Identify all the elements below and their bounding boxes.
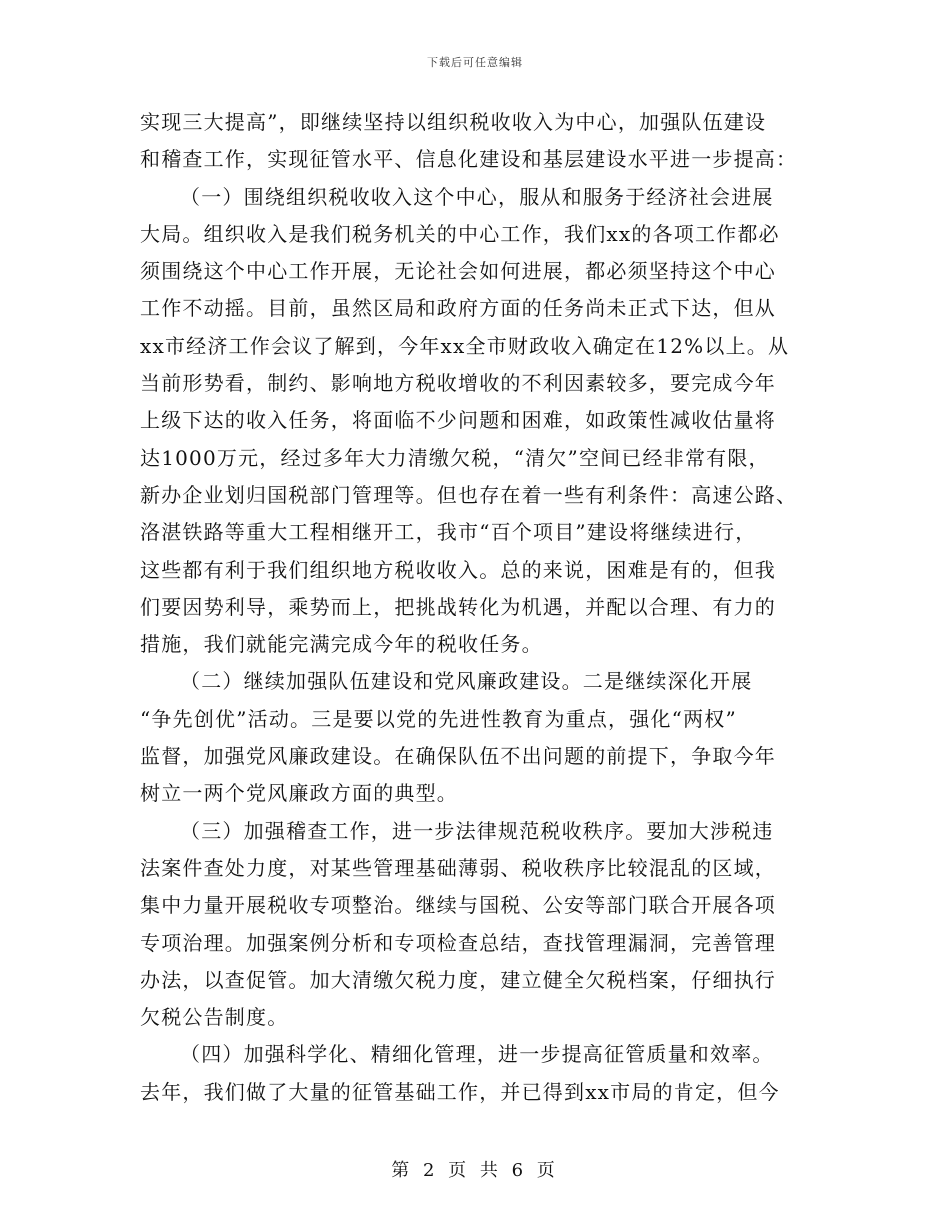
text-line: 集中力量开展税收专项整治。继续与国税、公安等部门联合开展各项 xyxy=(140,893,776,918)
text-line: 专项治理。加强案例分析和专项检查总结，查找管理漏洞，完善管理 xyxy=(140,930,776,955)
text-line: 达1000万元，经过多年大力清缴欠税，“清欠”空间已经非常有限， xyxy=(140,445,770,470)
page-footer: 第 2 页 共 6 页 xyxy=(391,1160,559,1181)
document-body xyxy=(140,104,820,1111)
text-line: 措施，我们就能完满完成今年的税收任务。 xyxy=(140,632,543,657)
paragraph-first-line: （三）加强稽查工作，进一步法律规范税收秩序。要加大涉税违 xyxy=(180,818,774,843)
text-line: 当前形势看，制约、影响地方税收增收的不利因素较多，要完成今年 xyxy=(140,371,776,396)
paragraph-first-line: （一）围绕组织税收收入这个中心，服从和服务于经济社会进展 xyxy=(180,184,774,209)
text-line: 监督，加强党风廉政建设。在确保队伍不出问题的前提下，争取今年 xyxy=(140,744,776,769)
text-line: “争先创优”活动。三是要以党的先进性教育为重点，强化“两权” xyxy=(140,706,737,731)
paragraph-first-line: （四）加强科学化、精细化管理，进一步提高征管质量和效率。 xyxy=(180,1042,774,1067)
text-line: 们要因势利导，乘势而上，把挑战转化为机遇，并配以合理、有力的 xyxy=(140,594,776,619)
text-line: 和稽查工作，实现征管水平、信息化建设和基层建设水平进一步提高： xyxy=(140,147,798,172)
text-line: xx市经济工作会议了解到，今年xx全市财政收入确定在12%以上。从 xyxy=(140,333,790,358)
text-line: 树立一两个党风廉政方面的典型。 xyxy=(140,781,458,806)
text-line: 上级下达的收入任务，将面临不少问题和困难，如政策性减收估量将 xyxy=(140,408,776,433)
text-line: 这些都有利于我们组织地方税收收入。总的来说，困难是有的，但我 xyxy=(140,557,776,582)
text-line: 法案件查处力度，对某些管理基础薄弱、税收秩序比较混乱的区域， xyxy=(140,855,776,880)
text-line: 去年，我们做了大量的征管基础工作，并已得到xx市局的肯定，但今 xyxy=(140,1079,780,1104)
page-header: 下载后可任意编辑 xyxy=(427,56,523,69)
text-line: 办法，以查促管。加大清缴欠税力度，建立健全欠税档案，仔细执行 xyxy=(140,967,776,992)
text-line: 大局。组织收入是我们税务机关的中心工作，我们xx的各项工作都必 xyxy=(140,221,780,246)
text-line: 实现三大提高”，即继续坚持以组织税收收入为中心，加强队伍建设 xyxy=(140,110,767,134)
text-line: 欠税公告制度。 xyxy=(140,1005,289,1030)
text-line: 洛湛铁路等重大工程相继开工，我市“百个项目”建设将继续进行， xyxy=(140,520,757,545)
text-line: 须围绕这个中心工作开展，无论社会如何进展，都必须坚持这个中心 xyxy=(140,259,776,284)
paragraph-first-line: （二）继续加强队伍建设和党风廉政建设。二是继续深化开展 xyxy=(180,669,753,694)
text-line: 新办企业划归国税部门管理等。但也存在着一些有利条件：高速公路、 xyxy=(140,482,798,507)
text-line: 工作不动摇。目前，虽然区局和政府方面的任务尚未正式下达，但从 xyxy=(140,296,776,321)
